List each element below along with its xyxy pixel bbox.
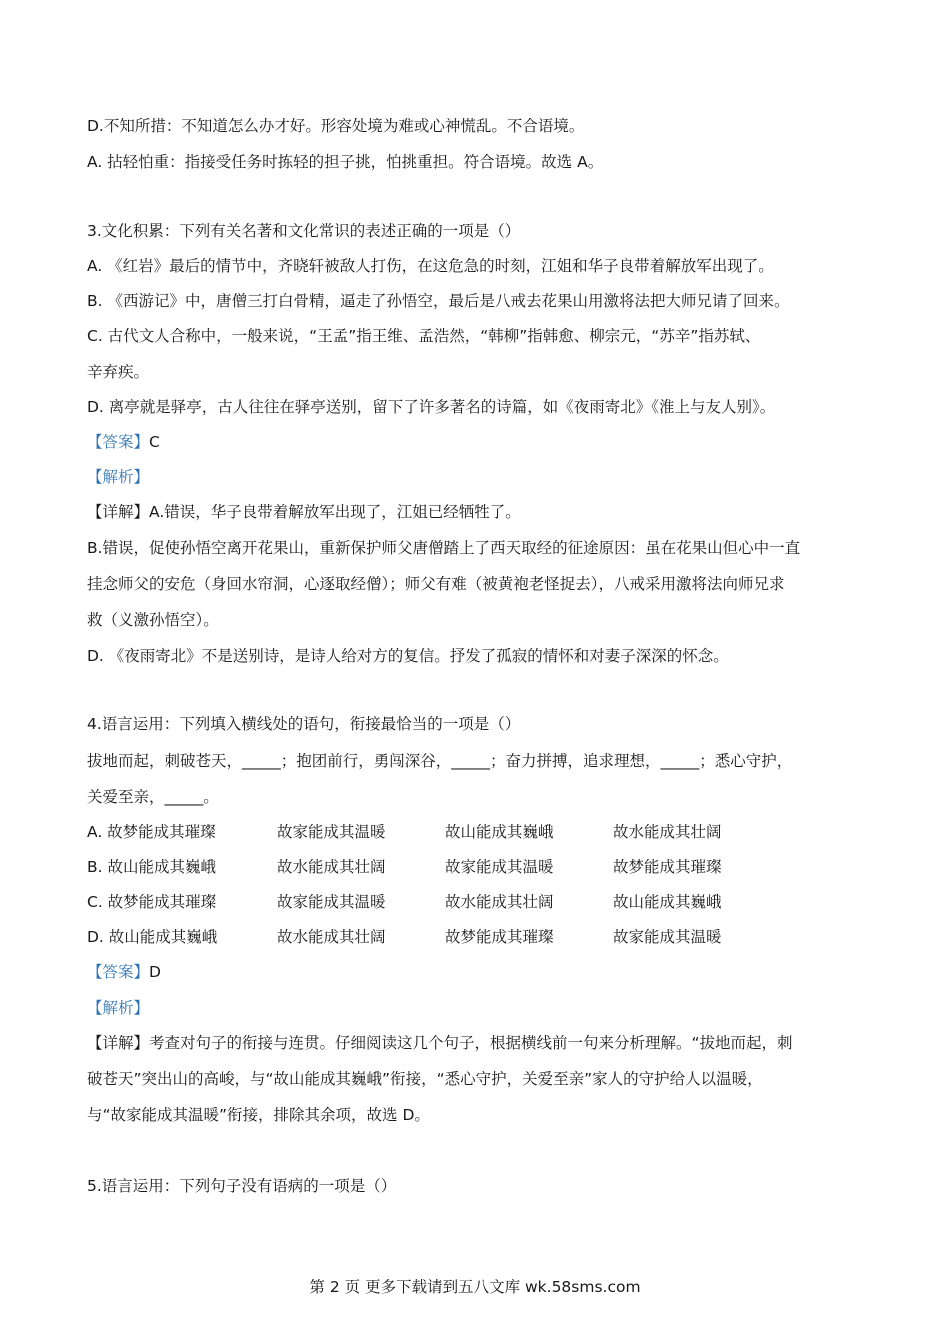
option-cell: 故山能成其巍峨 [445, 823, 554, 841]
detail-tag: 【详解】 [87, 503, 150, 521]
option-cell: 故梦能成其璀璨 [445, 928, 554, 946]
option-cell: 故家能成其温暖 [445, 858, 554, 876]
q4-option-c [87, 892, 722, 912]
option-cell: C. 故梦能成其璀璨 [87, 893, 217, 911]
q2-option-d-explanation: D.不知所措：不知道怎么办才好。形容处境为难或心神慌乱。不合语境。 [87, 117, 585, 135]
option-cell: 故家能成其温暖 [277, 893, 386, 911]
q4-option-d [87, 927, 722, 947]
answer-tag: 【答案】 [87, 433, 150, 451]
option-cell: D. 故山能成其巍峨 [87, 928, 218, 946]
q3-detail-line [87, 502, 521, 522]
page-footer: 第 2 页 更多下载请到五八文库 wk.58sms.com [309, 1278, 641, 1296]
q4-stem: 4.语言运用：下列填入横线处的语句，衔接最恰当的一项是（） [87, 715, 521, 733]
q4-option-b [87, 857, 722, 877]
q4-detail: 【详解】考查对句子的衔接与连贯。仔细阅读这几个句子，根据横线前一句来分析理解。“拔地而起，刺 [87, 1034, 793, 1052]
q3-option-c: C. 古代文人合称中，一般来说，“王孟”指王维、孟浩然，“韩柳”指韩愈、柳宗元，“苏辛”指苏轼、 [87, 327, 761, 345]
q4-answer [87, 962, 161, 982]
detail-text: A.错误，华子良带着解放军出现了，江姐已经牺牲了。 [149, 503, 521, 521]
q3-detail-b-cont2: 救（义激孙悟空）。 [87, 611, 219, 629]
option-cell: 故梦能成其璀璨 [613, 858, 722, 876]
q4-passage-cont: 关爱至亲，_____。 [87, 788, 219, 806]
q4-detail-cont: 破苍天”突出山的高峻，与“故山能成其巍峨”衔接，“悉心守护，关爱至亲”家人的守护给人以温暖， [87, 1070, 763, 1088]
q3-option-a: A. 《红岩》最后的情节中，齐晓轩被敌人打伤，在这危急的时刻，江姐和华子良带着解放军出现了。 [87, 257, 774, 275]
q5-stem: 5.语言运用：下列句子没有语病的一项是（） [87, 1177, 397, 1195]
q3-detail-d: D. 《夜雨寄北》不是送别诗，是诗人给对方的复信。抒发了孤寂的情怀和对妻子深深的怀念。 [87, 647, 729, 665]
q3-answer [87, 432, 160, 452]
q3-option-c-cont: 辛弃疾。 [87, 363, 150, 381]
q2-option-a-explanation: A. 拈轻怕重：指接受任务时拣轻的担子挑，怕挑重担。符合语境。故选 A。 [87, 153, 604, 171]
option-cell: 故水能成其壮阔 [613, 823, 722, 841]
option-cell: 故家能成其温暖 [613, 928, 722, 946]
option-cell: 故水能成其壮阔 [445, 893, 554, 911]
q3-detail-b: B.错误，促使孙悟空离开花果山，重新保护师父唐僧踏上了西天取经的征途原因：虽在花果山但心中一直 [87, 539, 801, 557]
q4-detail-cont2: 与“故家能成其温暖”衔接，排除其余项，故选 D。 [87, 1106, 430, 1124]
answer-tag: 【答案】 [87, 963, 150, 981]
option-cell: 故家能成其温暖 [277, 823, 386, 841]
answer-value: C [149, 433, 160, 451]
q4-passage: 拔地而起，刺破苍天，_____；抱团前行，勇闯深谷，_____；奋力拼搏，追求理想，_____；悉心守护， [87, 752, 793, 770]
q3-option-d: D. 离亭就是驿亭，古人往往在驿亭送别，留下了许多著名的诗篇，如《夜雨寄北》《淮上与友人别》。 [87, 398, 776, 416]
option-cell: 故山能成其巍峨 [613, 893, 722, 911]
option-cell: 故水能成其壮阔 [277, 928, 386, 946]
q4-analysis-tag: 【解析】 [87, 999, 150, 1017]
option-cell: B. 故山能成其巍峨 [87, 858, 216, 876]
q3-detail-b-cont: 挂念师父的安危（身回水帘洞，心逐取经僧）；师父有难（被黄袍老怪捉去），八戒采用激将法向师兄求 [87, 575, 785, 593]
answer-value: D [149, 963, 161, 981]
q3-option-b: B. 《西游记》中，唐僧三打白骨精，逼走了孙悟空，最后是八戒去花果山用激将法把大师兄请了回来。 [87, 292, 790, 310]
option-cell: A. 故梦能成其璀璨 [87, 823, 216, 841]
q3-stem: 3.文化积累：下列有关名著和文化常识的表述正确的一项是（） [87, 222, 521, 240]
q4-option-a [87, 822, 722, 842]
q3-analysis-tag: 【解析】 [87, 468, 150, 486]
option-cell: 故水能成其壮阔 [277, 858, 386, 876]
